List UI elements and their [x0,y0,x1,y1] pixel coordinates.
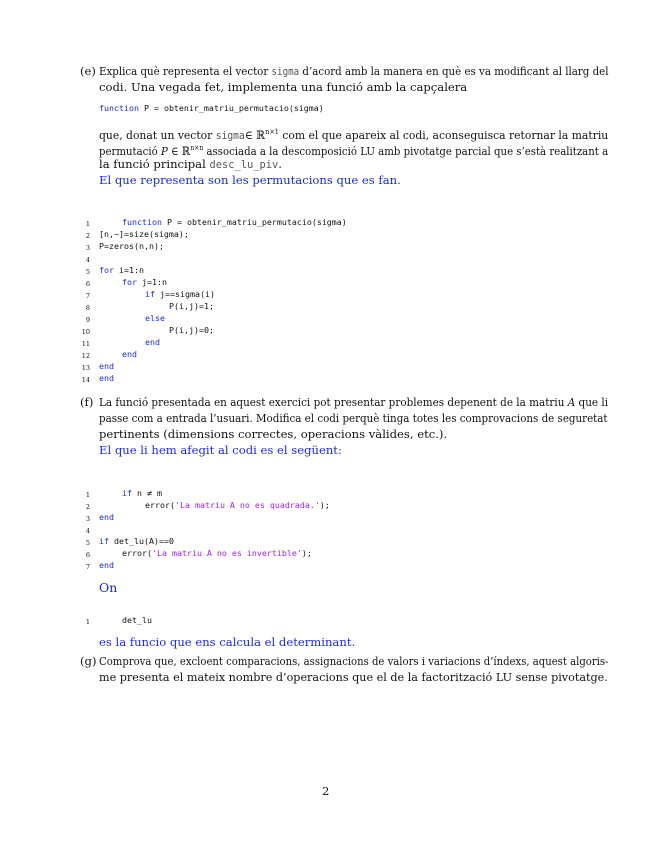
item-f-line-1: La funció presentada en aquest exercici pot presentar problemes depenent de la matriu A que li [99,395,609,409]
line-number: 7 [85,292,90,300]
code-line: function P = obtenir_matriu_permutacio(sigma) [122,217,347,227]
code-line: if n ≠ m [122,488,162,498]
code-line: if j==sigma(i) [145,289,215,299]
line-number: 3 [85,244,90,252]
line-number: 1 [85,220,90,228]
code-line: end [99,373,114,383]
line-number: 6 [85,551,90,559]
code-line: end [122,349,137,359]
item-e-line-4: permutació P ∈ ℝ$^{n\times n}$ associada a la descomposició LU amb pivotatge parcial que s’està realitzant a [99,143,609,158]
line-number: 14 [81,376,90,384]
page-number: 2 [322,784,330,798]
line-number: 8 [85,304,90,312]
inline-code-sigma: sigma [271,66,300,78]
code-line: error('La matriu A no es invertible'); [122,548,312,558]
item-f-marker: (f) [80,395,94,409]
item-e-answer: El que representa son les permutacions que es fan. [99,173,401,187]
code-line: if det_lu(A)==0 [99,536,174,546]
line-number: 5 [85,268,90,276]
item-g-line-1: Comprova que, excloent comparacions, assignacions de valors i variacions d’índexs, aquest algoris- [99,654,609,668]
determinant-note: es la funcio que ens calcula el determinant. [99,635,356,649]
item-f-line-3: pertinents (dimensions correctes, operacions vàlides, etc.). [99,427,448,441]
code-line: else [145,313,165,323]
line-number: 4 [85,527,90,535]
code-line: P(i,j)=1; [169,301,214,311]
inline-code-sigma: sigma [215,129,245,142]
line-number: 10 [81,328,90,336]
item-e-line-1: Explica què representa el vector sigma d’acord amb la manera en què es va modificant al llarg del [99,64,609,78]
function-header: function P = obtenir_matriu_permutacio(sigma) [99,103,324,113]
line-number: 3 [85,515,90,523]
code-line: for j=1:n [122,277,167,287]
line-number: 12 [81,352,90,360]
line-number: 2 [85,503,90,511]
code-line: [n,~]=size(sigma); [99,229,189,239]
line-number: 4 [85,256,90,264]
code-line: P(i,j)=0; [169,325,214,335]
item-f-line-2: passe com a entrada l’usuari. Modifica el codi perquè tinga totes les comprovacions de seguretat [99,411,608,425]
item-g-marker: (g) [80,654,97,668]
item-f-answer: El que li hem afegit al codi es el següent: [99,443,342,457]
line-number: 6 [85,280,90,288]
item-e-line-5: la funció principal desc_lu_piv. [99,157,282,171]
code-line: end [145,337,160,347]
item-e-line-3: que, donat un vector sigma∈ ℝ$^{n\times 1}$ com el que apareix al codi, aconseguisca retornar la matriu [99,127,609,142]
code-line: end [99,361,114,371]
code-line: error('La matriu A no es quadrada.'); [145,500,330,510]
item-e-line-2: codi. Una vegada fet, implementa una funció amb la capçalera [99,80,468,94]
line-number: 9 [85,316,90,324]
code-line: end [99,512,114,522]
line-number: 13 [81,364,90,372]
line-number: 2 [85,232,90,240]
item-g-line-2: me presenta el mateix nombre d’operacions que el de la factorització LU sense pivotatge. [99,670,608,684]
code-line: for i=1:n [99,265,144,275]
line-number: 1 [85,491,90,499]
line-number: 1 [85,618,90,626]
on-text: On [99,580,118,595]
code-line: P=zeros(n,n); [99,241,164,251]
inline-code-desc-lu-piv: desc_lu_piv [209,159,279,171]
line-number: 11 [81,340,90,348]
code-line: det_lu [122,615,152,625]
item-e-marker: (e) [80,64,96,78]
code-line: end [99,560,114,570]
line-number: 7 [85,563,90,571]
line-number: 5 [85,539,90,547]
